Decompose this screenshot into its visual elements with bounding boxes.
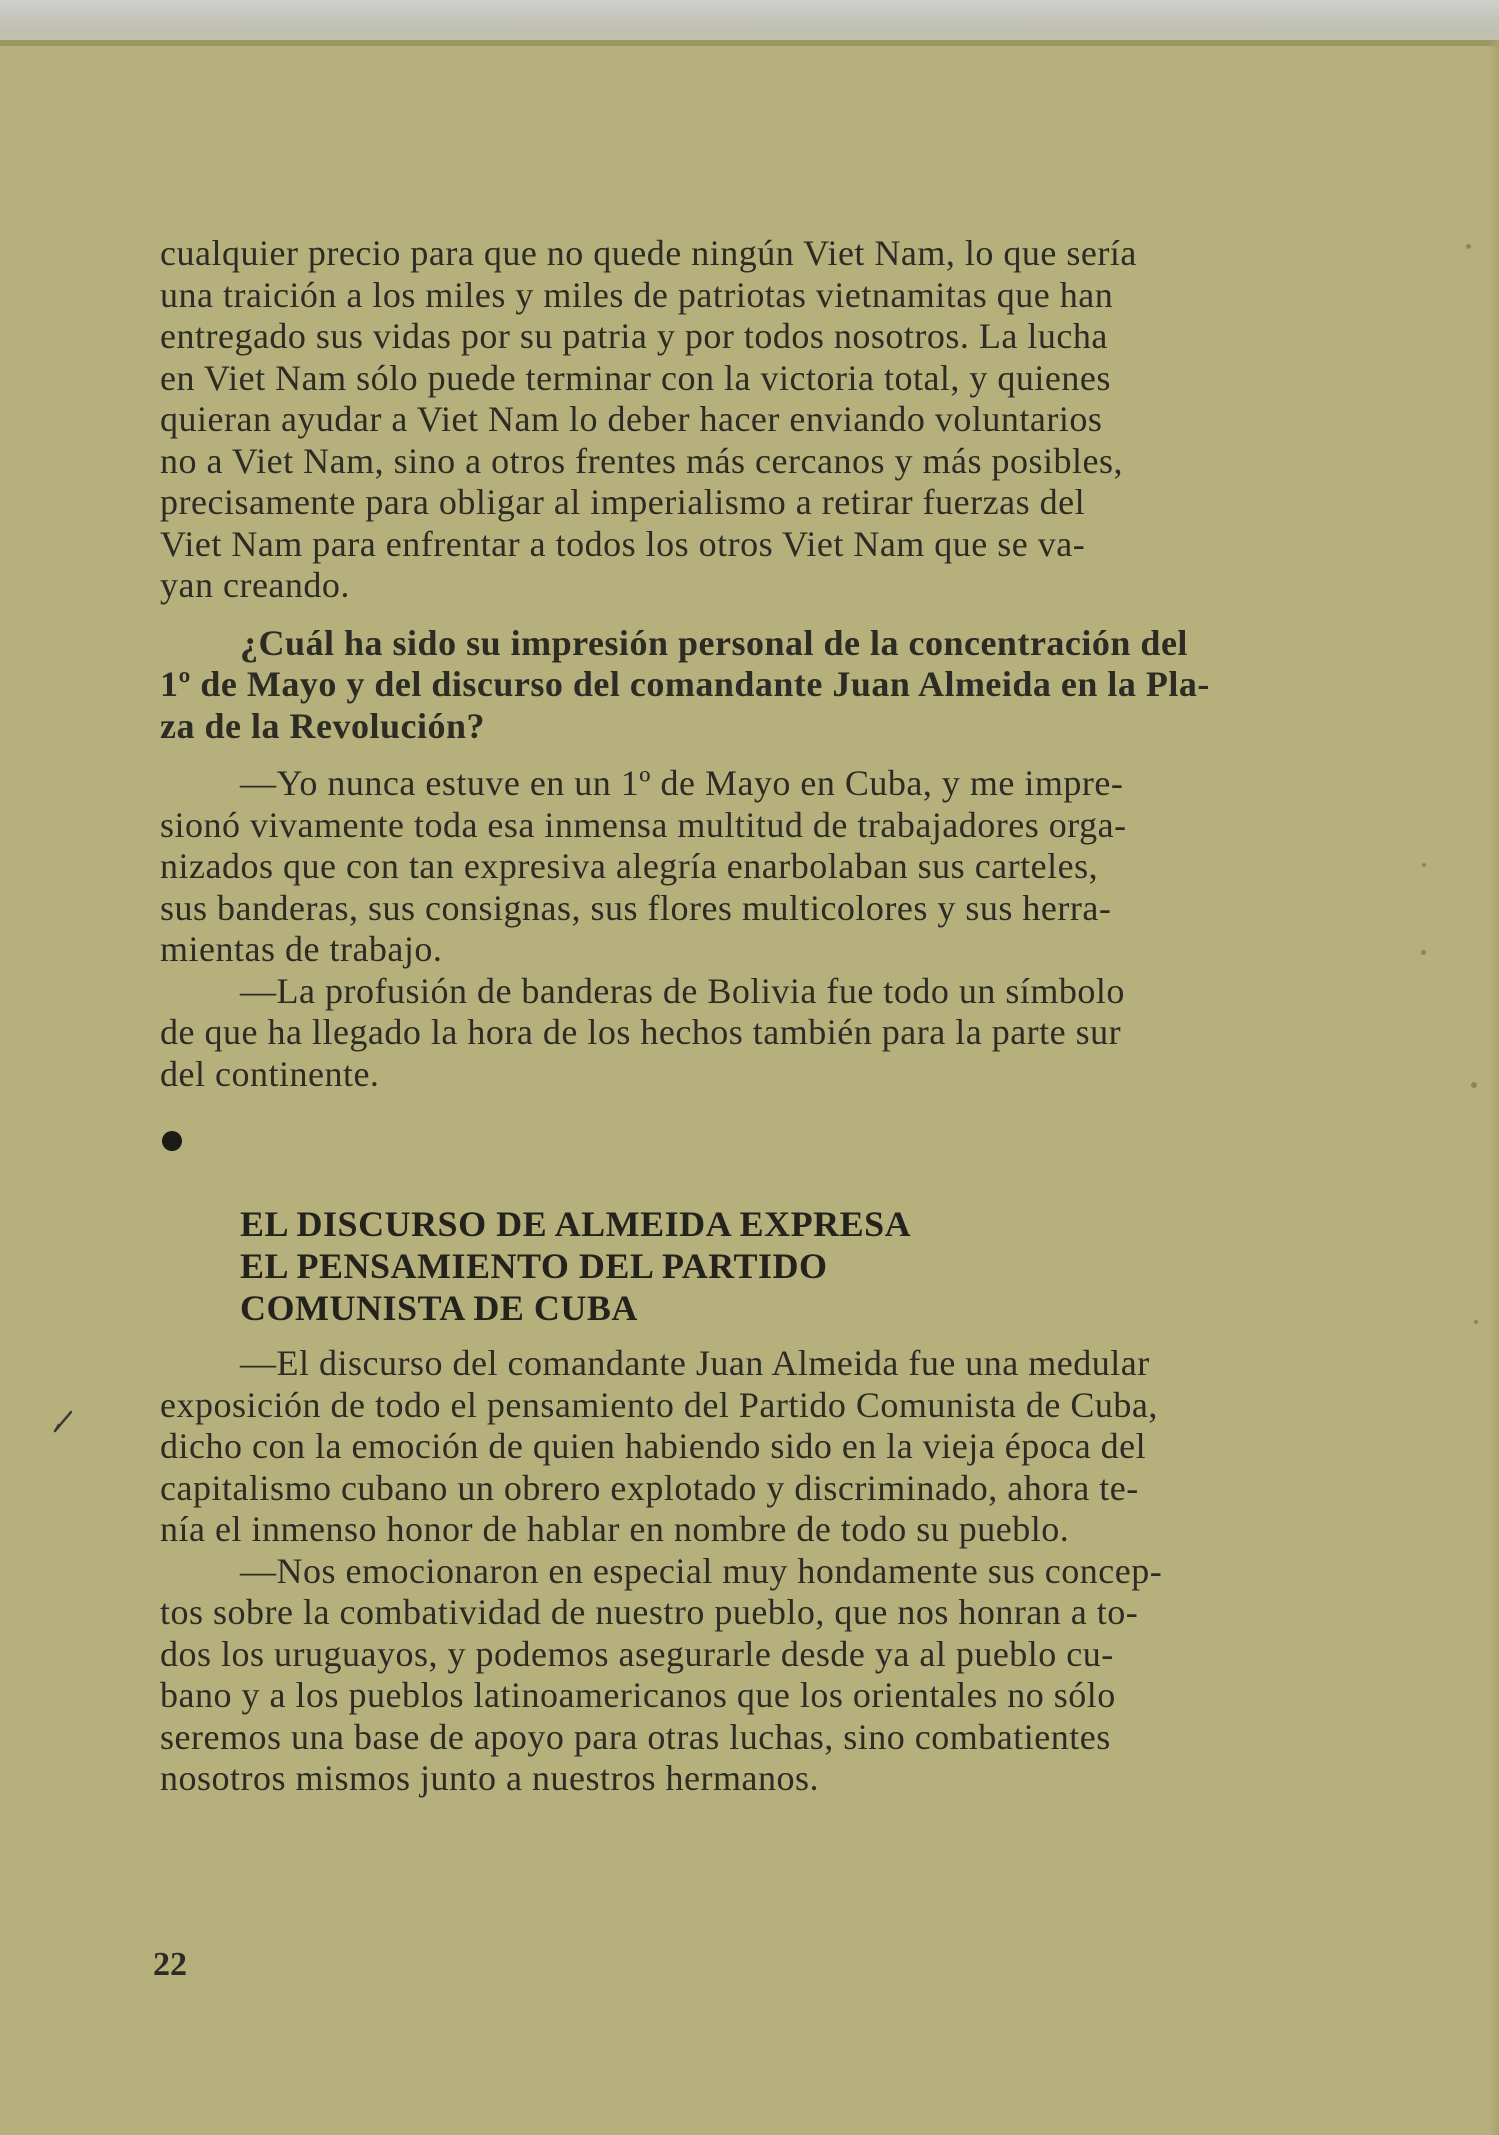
- paragraph-combatividad: —Nos emocionaron en especial muy hondamente sus concep- tos sobre la combatividad de nuestro pueblo, que nos honran a to- dos los uruguayos, y podemos asegurarle desde ya al pueblo cu- bano y a los pueblos latinoamericanos que los orientales no sólo seremos una base de apoyo para otras luchas, sino combatientes nosotros mismos junto a nuestros hermanos.: [160, 1550, 1163, 1798]
- page-right-edge: [1489, 40, 1499, 2135]
- paragraph-discurso-almeida: —El discurso del comandante Juan Almeida fue una medular exposición de todo el pensamiento del Partido Comunista de Cuba, dicho con la emoción de quien habiendo sido en la vieja época del capitalismo cubano un obrero explotado y discriminado, ahora te- nía el inmenso honor de hablar en nombre de todo su pueblo.: [160, 1343, 1158, 1549]
- page-number: 22: [153, 1946, 187, 1983]
- paragraph-viet-nam: cualquier precio para que no quede ningún Viet Nam, lo que sería una traición a los miles y miles de patriotas vietnamitas que han entregado sus vidas por su patria y por todos nosotros. La lucha en Viet Nam sólo puede terminar con la victoria total, y quienes quieran ayudar a Viet Nam lo deber hacer enviando voluntarios no a Viet Nam, sino a otros frentes más cercanos y más posibles, precisamente para obligar al imperialismo a retirar fuerzas del Viet Nam para enfrentar a todos los otros Viet Nam que se va- yan creando.: [160, 233, 1137, 605]
- paper-speck: [1471, 1082, 1477, 1088]
- section-heading-text: EL DISCURSO DE ALMEIDA EXPRESA EL PENSAMIENTO DEL PARTIDO COMUNISTA DE CUBA: [240, 1204, 912, 1328]
- section-heading: [160, 1119, 1405, 1329]
- paper-speck: [1474, 1320, 1478, 1324]
- page-top-edge: [0, 40, 1499, 46]
- page-text: [160, 233, 1405, 1800]
- paragraph-primero-de-mayo: —Yo nunca estuve en un 1º de Mayo en Cuba, y me impre- sionó vivamente toda esa inmensa multitud de trabajadores orga- nizados que con tan expresiva alegría enarbolaban sus carteles, sus banderas, sus consignas, sus flores multicolores y sus herra- mientas de trabajo.: [160, 763, 1127, 969]
- interview-question: ¿Cuál ha sido su impresión personal de la concentración del 1º de Mayo y del discurso del comandante Juan Almeida en la Pla- za de la Revolución?: [160, 622, 1210, 746]
- paragraph-banderas-bolivia: —La profusión de banderas de Bolivia fue todo un símbolo de que ha llegado la hora de los hechos también para la parte sur del continente.: [160, 970, 1125, 1094]
- bullet-icon: [162, 1131, 182, 1151]
- paper-speck: [1422, 863, 1426, 867]
- pen-mark-icon: [52, 1408, 74, 1434]
- paper-speck: [1466, 244, 1471, 249]
- paper-speck: [1421, 950, 1426, 955]
